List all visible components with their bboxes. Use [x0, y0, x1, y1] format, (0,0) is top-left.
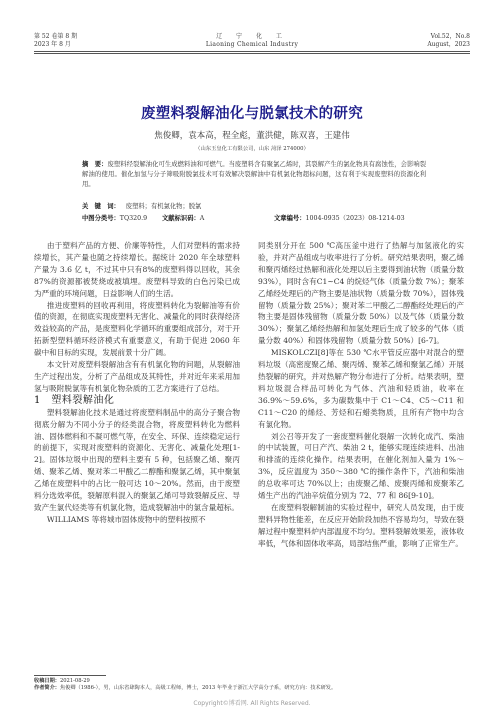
journal-volume-issue: 第 52 卷第 8 期 2023 年 8 月: [34, 33, 78, 48]
header-divider: [34, 51, 470, 52]
author-bio: 焦俊卿（1986-），男，山东省肆陶本人，高级工程师，博士，2013 年毕业于浙江大学高分子系，研究方向：技术研发。: [59, 685, 337, 691]
received-date: 2021-08-29: [59, 678, 90, 684]
body-column-right: [258, 240, 464, 550]
paragraph: WILLIAMS 等将城市固体废物中的塑料按照不: [46, 514, 206, 524]
footnote-divider: [34, 675, 106, 676]
header-divider-thin: [34, 53, 470, 54]
body-column-left: [34, 240, 240, 526]
page-title: 废塑料裂解油化与脱氯技术的研究: [141, 105, 363, 122]
copyright-watermark: Copyright©博看网. All Rights Reserved.: [193, 700, 311, 707]
abstract: [82, 160, 426, 190]
paragraph: 在废塑料裂解制油的实验过程中，研究人员发现，由于废塑料异物性能差，在反应开始阶段加热不容易均匀，导致在裂解过程中聚塑料炉内部温度不均匀。塑料裂解效果差，液体收率低，气体和固体收率高，局部结焦严重，影响了正常生产。: [258, 502, 464, 548]
keywords: [82, 201, 201, 210]
keywords-label: 关 键 词：: [82, 203, 120, 210]
journal-volume-issue-en: Vol.52，No.8 August，2023: [427, 33, 470, 48]
paragraph: 由于塑料产品的方便、价廉等特性，人们对塑料的需求持续增长，其产量也随之持续增长。据统计 2020 年全球塑料产量为 3.6 亿 t，不过其中只有8%的废塑料得以回收，其余 87%的资源都被焚烧或被填埋。废塑料导致的白色污染已成为严重的环境问题，日益影响人们的生活。: [34, 241, 240, 298]
section-heading: 1 塑料裂解油化: [34, 394, 115, 406]
classification-line: 中图分类号：TQ320.9 文献标识码：A 文章编号：1004-0935（2023）08-1214-03: [82, 215, 405, 222]
abstract-label: 摘 要：: [82, 161, 108, 168]
paragraph: 推进废塑料的回收再利用，将废塑料转化为裂解油等有价值的资源，在彻底实现废塑料无害化、减量化的同时获得经济效益较高的产品，是废塑料化学循环的重要组成部分，对于开拓新型塑料循环经济模式有重要意义，有助于促进 2060 年碳中和目标的实现，发展前景十分广阔。: [34, 300, 240, 358]
affiliation: （山东玉皇化工有限公司，山东 菏泽 274000）: [195, 146, 309, 152]
abstract-text: 废塑料经裂解油化可生成燃料油和可燃气。当废塑料含有聚氯乙烯时，其裂解产生的氯化物具有腐蚀性，会影响裂解油的使用。催化加氢与分子筛吸附脱氯技术可有效解决裂解油中有机氯化物超标问题，这有利于实现废塑料的资源化利用。: [82, 161, 427, 188]
article-number: 1004-0935（2023）08-1214-03: [305, 215, 405, 222]
author-list: 焦俊卿，袁本高，程全彪，董洪健，陈双喜，王建伟: [154, 131, 350, 141]
paragraph: MISKOLCZI[8]等在 530 ℃水平管反应器中对混合的塑料垃圾（高密度聚乙烯、聚丙烯、聚苯乙烯和聚氯乙烯）开展热裂解的研究，并对热解产物分布进行了分析。结果表明，塑料垃圾混合样品可转化为气体、汽油和轻质油，收率在 36.9%～59.6%，多为碳数集中于 C1～C4、C5～C11 和 C11～C20 的烯烃、芳烃和石蜡类物质，且所有产物中均含有氯化物。: [258, 348, 464, 429]
document-code: A: [199, 215, 205, 222]
clc-number: TQ320.9: [119, 215, 148, 222]
paragraph: 同类别分开在 500 ℃高压釜中进行了热解与加氢液化的实验，并对产品组成与收率进行了分析。研究结果表明，聚乙烯和聚丙烯经过热解和液化处理以后主要得到油状物（质量分数 93%），同时含有C1~C4 的烷烃气体（质量分数 7%）；聚苯乙烯经处理后的产物主要是油状物（质量分数 70%），固体残留物（质量分数 25%）；聚对苯二甲酸乙二醇酯经处理后的产物主要是固体残留物（质量分数 50%）以及气体（质量分数 30%）；聚氯乙烯经热解和加氢处理后生成了较多的气体（质量分数 40%）和固体残留物（质量分数 50%）[6-7]。: [258, 241, 464, 346]
paragraph: 本文针对废塑料裂解油含有有机氯化物的问题，从裂解油生产过程出发，分析了产品组成及其特性，并对近年来采用加氢与吸附脱氯等有机氯化物杂质的工艺方案进行了总结。: [34, 360, 240, 393]
paragraph: 刘公召等开发了一套废塑料催化裂解一次转化成汽、柴油的中试装置，可日产汽、柴油 2 t，能够实现连续进料、出油和排渣的连续化操作。结果表明，在催化剂加入量为 1%～3%，反应温度为 350～380 ℃的操作条件下，汽油和柴油的总收率可达 70%以上；由废聚乙烯、废聚丙烯和废聚苯乙烯生产出的汽油辛烷值分别为 72、77 和 86[9-10]。: [258, 431, 464, 501]
keywords-text: 废塑料；有机氯化物；脱氯: [125, 203, 202, 210]
paragraph: 塑料裂解油化技术是通过将废塑料制品中的高分子聚合物彻底分解为不同小分子的烃类混合物，将废塑料转化为燃料油、固体燃料和不凝可燃气等，在安全、环保、连续稳定运行的前提下，实现对废塑料的资源化、无害化、减量化处理[1-2]。固体垃圾中出现的塑料主要有 5 种，包括聚乙烯、聚丙烯、聚苯乙烯、聚对苯二甲酸乙二醇酯和聚氯乙烯，其中聚氯乙烯在废塑料中的占比一般可达 10～20%。然而，由于废塑料分选效率低，裂解原料混入的聚氯乙烯可导致裂解反应、导致产生氯代烃类等有机氯化物，造成裂解油中的氯含量超标。: [34, 407, 240, 512]
footnote: 收稿日期：2021-08-29 作者简介：焦俊卿（1986-），男，山东省肆陶本人，高级工程师，博士，2013 年毕业于浙江大学高分子系，研究方向：技术研发。: [34, 678, 337, 691]
journal-name: 辽 宁 化 工 Liaoning Chemical Industry: [205, 33, 299, 48]
